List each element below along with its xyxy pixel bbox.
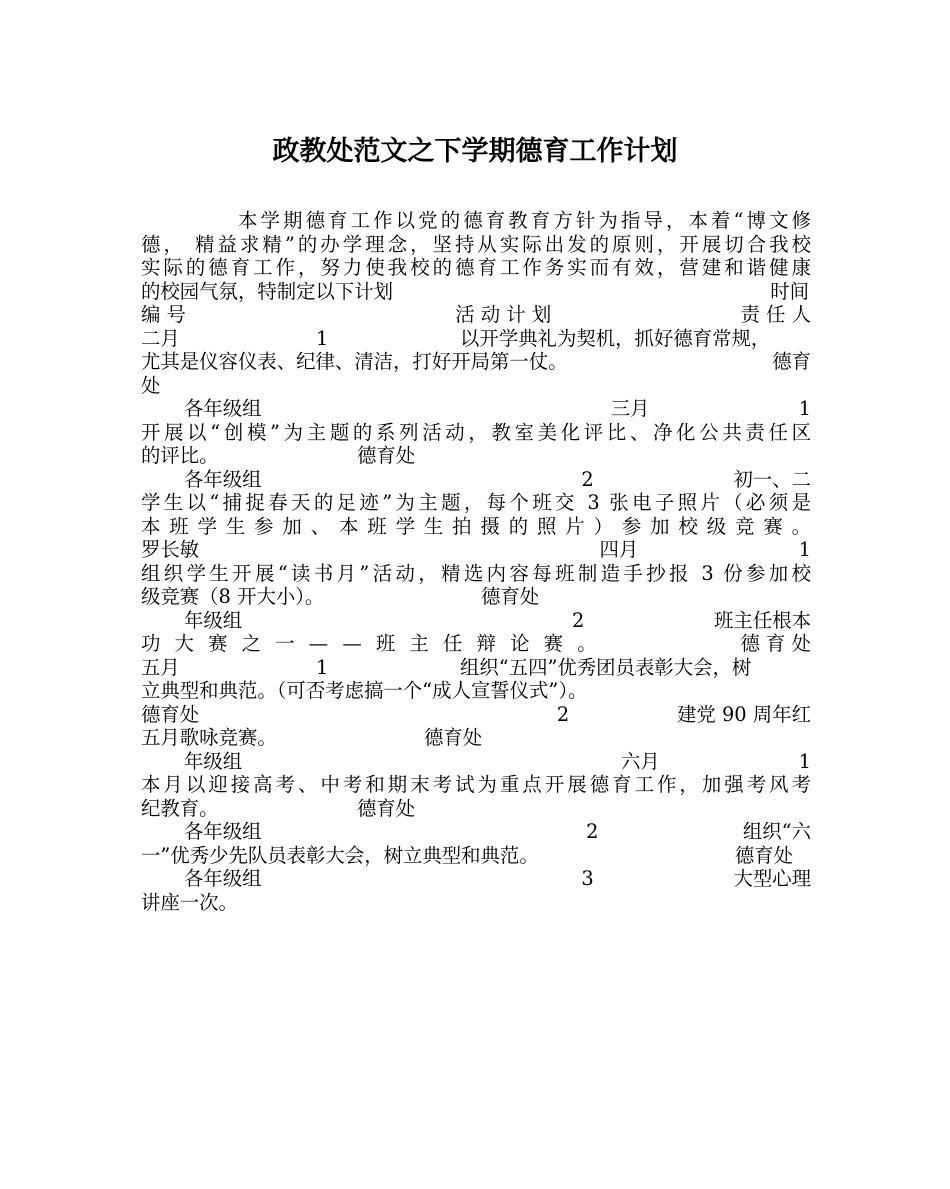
cell-owner: 德育处 <box>141 702 200 726</box>
table-header-time: 时间 <box>770 279 809 303</box>
cell-owner: 年级组 <box>184 608 243 632</box>
cell-owner: 德育处 <box>734 843 793 867</box>
document-title: 政教处范文之下学期德育工作计划 <box>272 136 678 167</box>
cell-number: 2 <box>556 702 570 726</box>
cell-number: 1 <box>316 326 329 350</box>
cell-number: 2 <box>581 467 594 491</box>
cell-owner: 德 育 处 <box>740 632 811 655</box>
cell-month: 二月 <box>141 326 180 350</box>
cell-number: 1 <box>798 749 811 773</box>
cell-activity: 立典型和典范。（可否考虑搞一个“成人宣誓仪式”）。 <box>141 679 588 702</box>
table-row <box>141 632 811 656</box>
cell-owner: 各年级组 <box>184 867 262 890</box>
table-row <box>141 820 811 844</box>
cell-activity: 五月歌咏竞赛。 <box>141 726 277 749</box>
cell-activity: 级竞赛（8 开大小）。 <box>141 585 325 608</box>
cell-month: 四月 <box>599 538 639 561</box>
cell-activity: 尤其是仪容仪表、纪律、清洁，打好开局第一仗。 <box>141 350 568 373</box>
table-row <box>141 585 811 609</box>
cell-activity: 一”优秀少先队员表彰大会，树立典型和典范。 <box>141 843 539 867</box>
cell-owner: 年级组 <box>184 749 243 773</box>
cell-number: 2 <box>586 820 599 843</box>
cell-owner: 德育 <box>772 350 811 373</box>
cell-month: 五月 <box>141 655 180 679</box>
cell-owner: 德育处 <box>357 796 416 820</box>
paragraph-line <box>141 280 811 304</box>
table-row <box>141 797 811 821</box>
table-header-owner: 责 任 人 <box>740 303 811 326</box>
cell-activity: 大型心理 <box>733 867 811 890</box>
table-row <box>141 726 811 750</box>
paragraph-line: 德， 精益求精”的办学理念，坚持从实际出发的原则，开展切合我校 <box>141 232 811 256</box>
table-row <box>141 703 811 727</box>
table-header-row <box>141 303 811 327</box>
cell-owner: 罗长敏 <box>141 538 200 561</box>
table-row <box>141 867 811 891</box>
cell-activity: 班主任根本 <box>714 608 811 632</box>
cell-activity: 开展以“创模”为主题的系列活动，教室美化评比、净化公共责任区 <box>141 420 811 444</box>
document-body <box>141 209 811 914</box>
cell-activity: 以开学典礼为契机，抓好德育常规， <box>460 326 771 350</box>
cell-number: 1 <box>798 538 811 561</box>
table-row <box>141 656 811 680</box>
cell-owner: 处 <box>141 373 161 397</box>
cell-owner: 各年级组 <box>184 820 262 843</box>
cell-activity: 学生以“捕捉春天的足迹”为主题，每个班交 3 张电子照片（必须是 <box>141 491 811 514</box>
cell-number: 3 <box>581 867 594 890</box>
cell-owner: 各年级组 <box>184 467 262 491</box>
table-row <box>141 350 811 374</box>
cell-number: 1 <box>316 655 329 679</box>
paragraph-line: 本学期德育工作以党的德育教育方针为指导，本着“博文修 <box>238 209 811 232</box>
line-text: 的校园气氛，特制定以下计划 <box>141 279 394 303</box>
table-row <box>141 844 811 868</box>
table-row <box>141 397 811 421</box>
cell-owner: 德育处 <box>481 585 540 608</box>
cell-number: 2 <box>571 608 585 632</box>
cell-activity: 组织“六 <box>742 820 811 843</box>
table-row <box>141 538 811 562</box>
cell-activity: 的评比。 <box>141 444 219 467</box>
cell-month: 六月 <box>621 749 660 773</box>
cell-activity: 本月以迎接高考、中考和期末考试为重点开展德育工作，加强考风考 <box>141 773 811 796</box>
cell-number: 1 <box>798 397 811 420</box>
cell-activity: 纪教育。 <box>141 796 219 820</box>
table-row <box>141 750 811 774</box>
cell-owner: 德育处 <box>424 726 483 749</box>
table-row <box>141 609 811 633</box>
table-header-number: 编 号 <box>141 303 186 326</box>
table-row <box>141 327 811 351</box>
cell-activity: 组织“五四”优秀团员表彰大会，树 <box>460 655 752 679</box>
cell-owner: 各年级组 <box>184 397 262 420</box>
cell-activity: 建党 90 周年红 <box>677 702 811 726</box>
cell-activity: 功 大 赛 之 一 — — 班 主 任 辩 论 赛 。 <box>141 632 601 655</box>
cell-owner: 德育处 <box>357 444 416 467</box>
cell-activity: 讲座一次。 <box>141 890 238 914</box>
table-header-activity: 活 动 计 划 <box>455 303 552 326</box>
cell-month: 三月 <box>610 397 650 420</box>
cell-activity: 本 班 学 生 参 加 、 本 班 学 生 拍 摄 的 照 片 ） 参 加 校 级 竞 赛 。 <box>141 514 811 538</box>
table-row <box>141 444 811 468</box>
table-row <box>141 468 811 492</box>
cell-activity: 组织学生开展“读书月”活动，精选内容每班制造手抄报 3 份参加校 <box>141 561 811 585</box>
cell-activity: 初一、二 <box>733 467 811 491</box>
paragraph-line: 实际的德育工作，努力使我校的德育工作务实而有效，营建和谐健康 <box>141 256 811 279</box>
